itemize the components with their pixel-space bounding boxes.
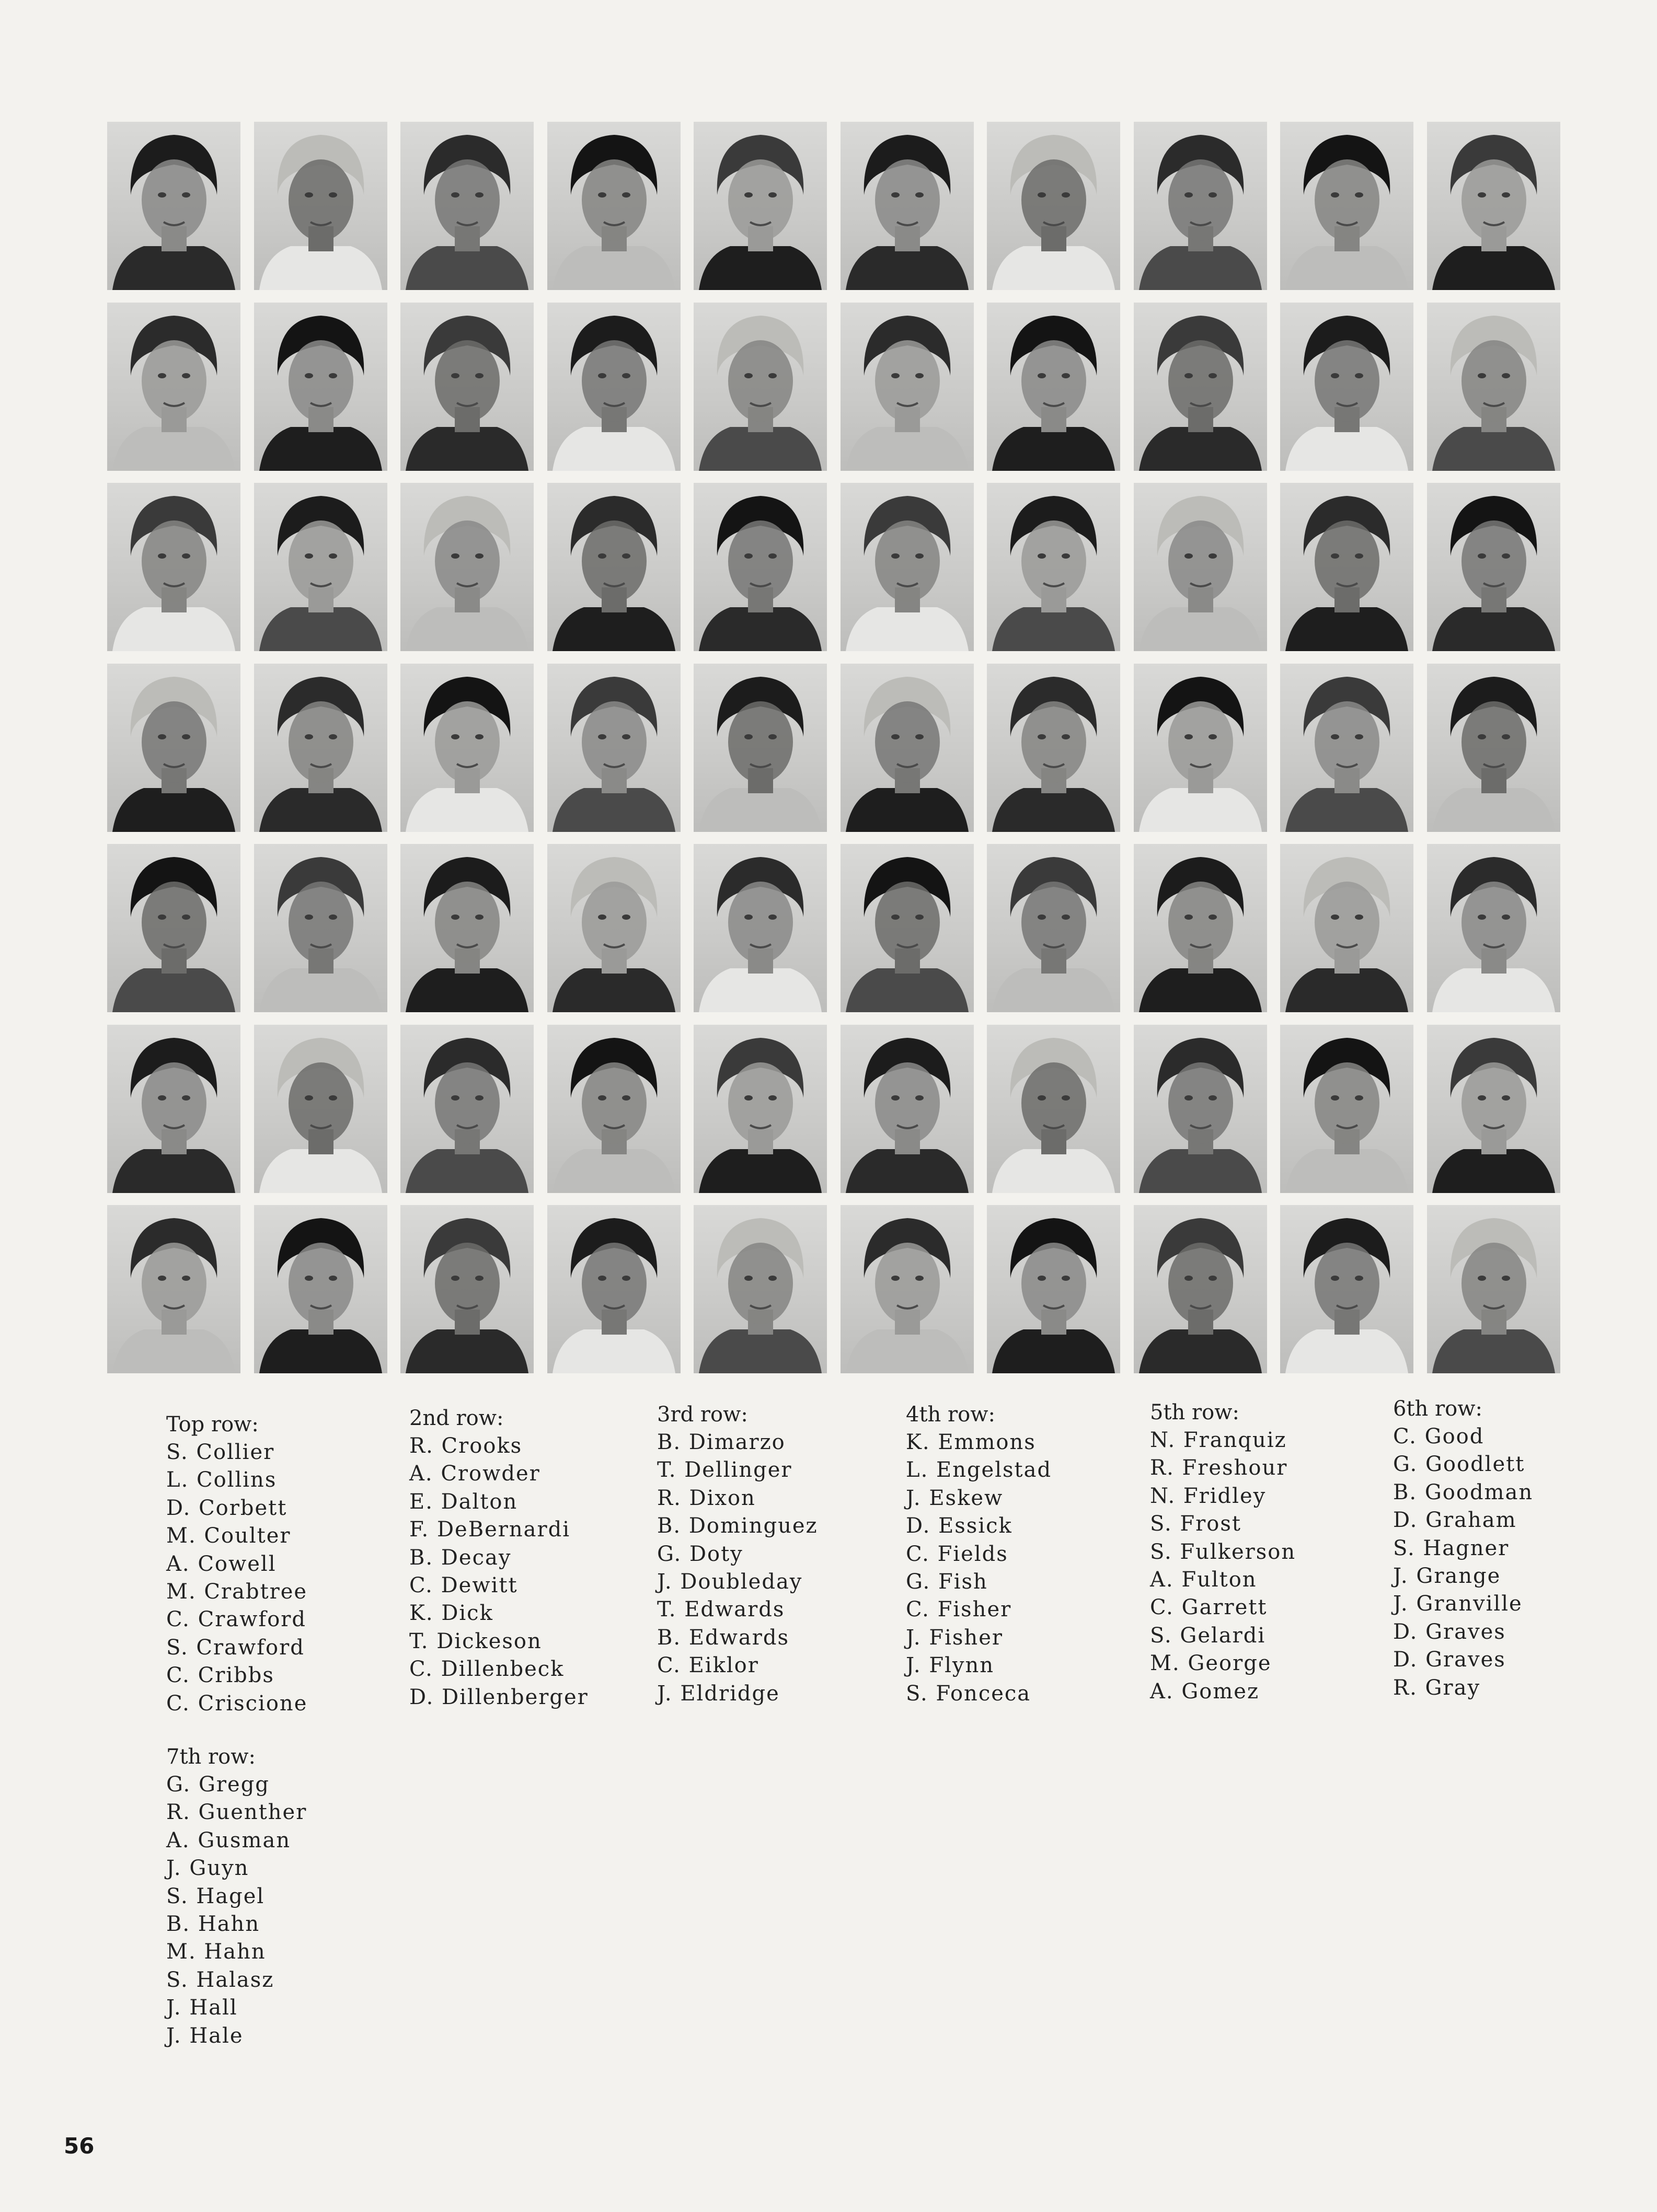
- student-name: C. Dillenbeck: [409, 1657, 565, 1682]
- student-portrait: [1427, 483, 1560, 651]
- student-name: B. Dominguez: [657, 1514, 818, 1538]
- student-portrait: [694, 303, 827, 471]
- student-portrait: [987, 664, 1120, 832]
- student-portrait: [400, 1205, 534, 1373]
- student-name: G. Gregg: [166, 1773, 270, 1797]
- student-portrait: [107, 483, 240, 651]
- caption-column: [1393, 1395, 1533, 1702]
- student-portrait: [400, 1025, 534, 1193]
- student-name: K. Emmons: [906, 1430, 1036, 1454]
- student-name: C. Eiklor: [657, 1653, 759, 1678]
- student-name: S. Fulkerson: [1150, 1539, 1296, 1564]
- student-portrait: [547, 1025, 681, 1193]
- student-name: S. Collier: [166, 1440, 275, 1464]
- student-portrait: [254, 664, 387, 832]
- student-portrait: [1134, 664, 1267, 832]
- student-name: B. Goodman: [1393, 1480, 1534, 1504]
- student-name: T. Dellinger: [657, 1458, 792, 1483]
- student-name: D. Dillenberger: [409, 1685, 589, 1709]
- student-portrait: [1280, 1025, 1413, 1193]
- student-portrait: [107, 122, 240, 290]
- student-portrait: [254, 1025, 387, 1193]
- student-name: L. Collins: [166, 1468, 277, 1492]
- student-name: R. Freshour: [1150, 1456, 1288, 1480]
- caption-column: [166, 1411, 307, 1718]
- student-name: J. Grange: [1393, 1564, 1501, 1589]
- student-name: A. Gusman: [166, 1828, 291, 1852]
- student-name: E. Dalton: [409, 1489, 518, 1514]
- student-portrait: [547, 122, 681, 290]
- student-portrait: [841, 664, 974, 832]
- student-name: J. Eskew: [906, 1486, 1004, 1510]
- student-portrait: [107, 303, 240, 471]
- student-name: M. George: [1150, 1651, 1272, 1676]
- student-portrait: [547, 483, 681, 651]
- student-portrait: [400, 122, 534, 290]
- student-portrait: [254, 122, 387, 290]
- student-name: B. Decay: [409, 1545, 512, 1570]
- student-name: S. Halasz: [166, 1967, 274, 1992]
- student-portrait: [987, 303, 1120, 471]
- student-name: T. Edwards: [657, 1597, 785, 1622]
- caption-column: [657, 1401, 818, 1708]
- student-portrait: [254, 483, 387, 651]
- student-name: L. Engelstad: [906, 1458, 1052, 1483]
- student-portrait: [1280, 664, 1413, 832]
- student-portrait: [1280, 483, 1413, 651]
- student-portrait: [694, 483, 827, 651]
- student-name: A. Crowder: [409, 1462, 540, 1486]
- student-name: N. Fridley: [1150, 1484, 1267, 1508]
- student-portrait: [1134, 122, 1267, 290]
- student-name: R. Crooks: [409, 1434, 523, 1458]
- row-heading: 4th row:: [906, 1403, 995, 1427]
- student-portrait: [547, 844, 681, 1012]
- student-name: D. Graves: [1393, 1619, 1506, 1644]
- student-name: A. Fulton: [1150, 1568, 1257, 1592]
- student-portrait: [1280, 122, 1413, 290]
- row-heading: 7th row:: [166, 1745, 256, 1769]
- student-name: C. Good: [1393, 1425, 1485, 1449]
- student-portrait: [1427, 1025, 1560, 1193]
- student-name: B. Edwards: [657, 1625, 789, 1650]
- student-name: S. Crawford: [166, 1635, 305, 1660]
- row-heading: Top row:: [166, 1412, 259, 1437]
- student-name: J. Fisher: [906, 1625, 1003, 1650]
- student-name: J. Flynn: [906, 1653, 995, 1678]
- student-portrait: [1280, 303, 1413, 471]
- caption-column: [1150, 1399, 1296, 1706]
- student-portrait: [1134, 844, 1267, 1012]
- student-portrait: [841, 122, 974, 290]
- student-name: S. Hagel: [166, 1884, 265, 1908]
- student-name: D. Corbett: [166, 1496, 287, 1520]
- student-name: S. Frost: [1150, 1512, 1241, 1536]
- student-name: J. Guyn: [166, 1856, 249, 1881]
- student-name: R. Guenther: [166, 1800, 307, 1825]
- student-portrait: [694, 122, 827, 290]
- student-name: D. Graves: [1393, 1648, 1506, 1672]
- student-portrait: [987, 122, 1120, 290]
- student-name: J. Hall: [166, 1996, 238, 2020]
- row-heading: 6th row:: [1393, 1397, 1482, 1421]
- student-name: S. Fonceca: [906, 1681, 1031, 1706]
- student-portrait: [400, 844, 534, 1012]
- student-name: R. Dixon: [657, 1486, 756, 1510]
- student-name: T. Dickeson: [409, 1629, 542, 1653]
- student-name: G. Goodlett: [1393, 1452, 1525, 1477]
- student-portrait: [1134, 1205, 1267, 1373]
- student-name: C. Dewitt: [409, 1573, 518, 1598]
- student-portrait: [1427, 844, 1560, 1012]
- student-name: D. Essick: [906, 1514, 1012, 1538]
- student-name: G. Fish: [906, 1570, 988, 1594]
- student-portrait: [107, 664, 240, 832]
- student-portrait: [841, 844, 974, 1012]
- student-name: M. Crabtree: [166, 1580, 308, 1604]
- student-portrait: [841, 483, 974, 651]
- student-portrait: [987, 1025, 1120, 1193]
- student-portrait: [841, 1025, 974, 1193]
- student-portrait: [254, 844, 387, 1012]
- student-portrait: [107, 1025, 240, 1193]
- student-name: C. Garrett: [1150, 1595, 1268, 1620]
- student-portrait: [694, 1205, 827, 1373]
- student-portrait: [987, 483, 1120, 651]
- student-name: S. Hagner: [1393, 1536, 1510, 1560]
- student-portrait: [1134, 483, 1267, 651]
- student-name: F. DeBernardi: [409, 1518, 571, 1542]
- row-heading: 5th row:: [1150, 1400, 1239, 1425]
- student-portrait: [1280, 1205, 1413, 1373]
- student-portrait: [1427, 122, 1560, 290]
- student-portrait: [400, 483, 534, 651]
- page-number: 56: [64, 2133, 95, 2159]
- student-name: J. Doubleday: [657, 1570, 803, 1594]
- student-portrait: [841, 303, 974, 471]
- student-name: D. Graham: [1393, 1508, 1517, 1533]
- row-heading: 2nd row:: [409, 1406, 504, 1430]
- student-name: C. Criscione: [166, 1691, 308, 1716]
- student-portrait: [987, 844, 1120, 1012]
- caption-column: [409, 1405, 589, 1711]
- student-portrait: [694, 1025, 827, 1193]
- student-name: N. Franquiz: [1150, 1428, 1287, 1452]
- student-name: J. Eldridge: [657, 1681, 780, 1706]
- student-name: B. Dimarzo: [657, 1430, 786, 1454]
- student-portrait: [694, 844, 827, 1012]
- student-portrait: [107, 1205, 240, 1373]
- student-portrait: [107, 844, 240, 1012]
- caption-column: [166, 1743, 307, 2050]
- student-name: C. Crawford: [166, 1607, 307, 1632]
- student-name: J. Hale: [166, 2023, 244, 2048]
- student-portrait: [547, 664, 681, 832]
- student-name: J. Granville: [1393, 1592, 1523, 1616]
- student-portrait: [1280, 844, 1413, 1012]
- student-name: A. Gomez: [1150, 1679, 1260, 1704]
- student-name: C. Fields: [906, 1542, 1008, 1566]
- student-name: K. Dick: [409, 1601, 493, 1626]
- student-portrait: [254, 1205, 387, 1373]
- student-portrait: [400, 664, 534, 832]
- student-portrait: [547, 1205, 681, 1373]
- student-name: C. Fisher: [906, 1597, 1012, 1622]
- student-name: C. Cribbs: [166, 1663, 274, 1688]
- caption-column: [906, 1401, 1052, 1708]
- student-portrait: [547, 303, 681, 471]
- student-portrait: [400, 303, 534, 471]
- student-name: G. Doty: [657, 1542, 743, 1566]
- student-name: M. Coulter: [166, 1524, 291, 1548]
- student-portrait: [1134, 303, 1267, 471]
- student-portrait: [1427, 1205, 1560, 1373]
- row-heading: 3rd row:: [657, 1403, 748, 1427]
- student-portrait: [254, 303, 387, 471]
- student-portrait: [1427, 664, 1560, 832]
- student-portrait: [694, 664, 827, 832]
- student-portrait: [987, 1205, 1120, 1373]
- student-name: M. Hahn: [166, 1940, 266, 1964]
- student-name: S. Gelardi: [1150, 1623, 1266, 1648]
- student-portrait: [1134, 1025, 1267, 1193]
- student-name: R. Gray: [1393, 1675, 1481, 1700]
- student-name: A. Cowell: [166, 1551, 277, 1576]
- student-portrait: [1427, 303, 1560, 471]
- student-name: B. Hahn: [166, 1912, 260, 1937]
- student-portrait: [841, 1205, 974, 1373]
